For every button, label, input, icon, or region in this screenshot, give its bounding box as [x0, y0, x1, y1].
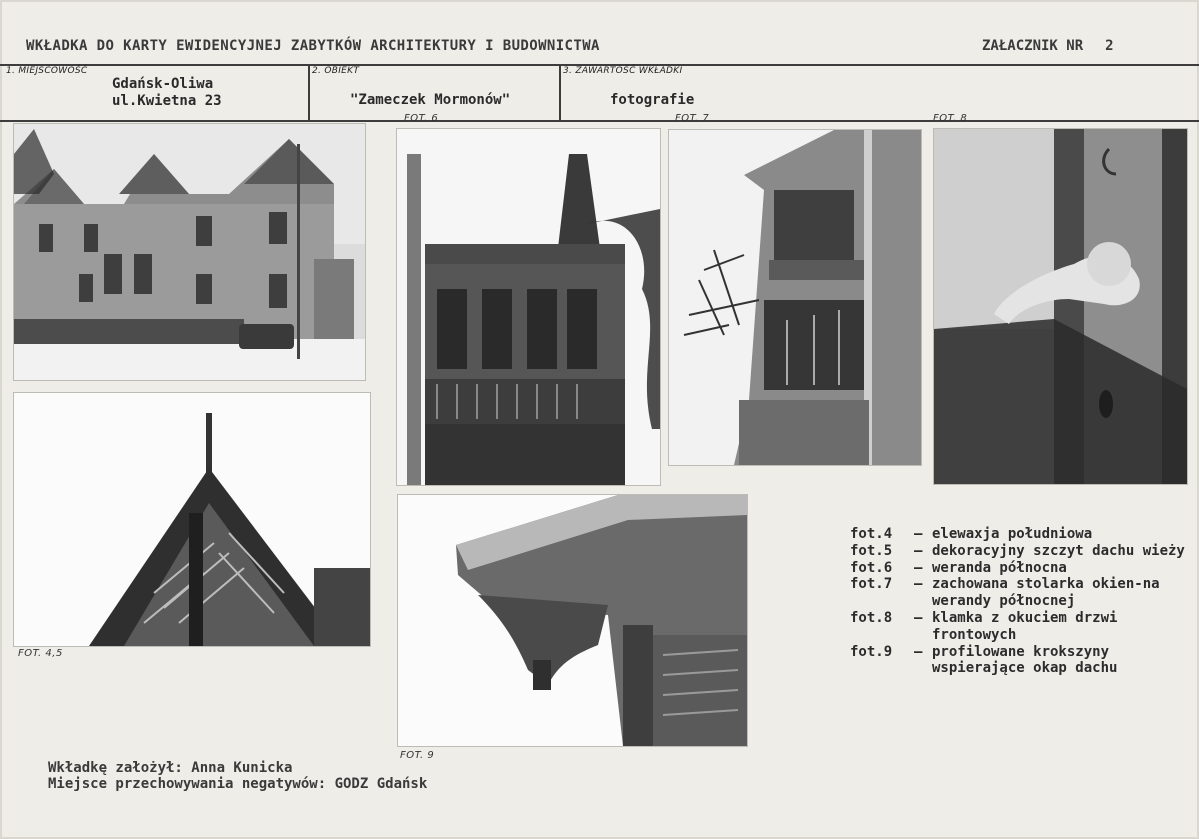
contents-value: fotografie: [610, 92, 695, 108]
field-divider-1: [308, 64, 310, 122]
caption-dash: –: [914, 559, 923, 576]
caption-text: klamka z okuciem drzwi frontowych: [932, 609, 1118, 643]
location-line2: ul.Kwietna 23: [112, 93, 222, 109]
caption-row: [850, 644, 1190, 678]
caption-row: [850, 543, 1190, 560]
photo-label-fot6: FOT. 6: [404, 113, 439, 124]
fields-rule: [0, 120, 1199, 122]
caption-dash: –: [914, 576, 923, 593]
annex-label: [982, 38, 1114, 54]
caption-dash: –: [914, 542, 923, 559]
object-value: "Zameczek Mormonów": [350, 92, 511, 108]
photo-fot8-door-handle: [933, 128, 1188, 485]
object-label: 2. OBIEKT: [312, 66, 360, 76]
footer-author: Wkładkę założył: Anna Kunicka: [48, 760, 293, 776]
caption-dash: –: [914, 643, 923, 660]
caption-key: fot.6: [850, 559, 893, 576]
caption-dash: –: [914, 526, 923, 542]
photo-label-fot9: FOT. 9: [400, 750, 435, 761]
photo-fot9-corbels: [397, 494, 748, 747]
sheet-title: WKŁADKA DO KARTY EWIDENCYJNEJ ZABYTKÓW ARCHITEKTURY I BUDOWNICTWA: [26, 38, 600, 54]
photo-captions: [850, 526, 1190, 677]
photo-label-fot8: FOT. 8: [933, 113, 968, 124]
caption-key: fot.9: [850, 643, 893, 660]
annex-number: 2: [1105, 38, 1114, 54]
contents-label: 3. ZAWARTOŚĆ WKŁADKI: [563, 66, 683, 76]
field-divider-2: [559, 64, 561, 122]
caption-dash: –: [914, 609, 923, 626]
caption-text: profilowane krokszyny wspierające okap dachu: [932, 643, 1118, 677]
caption-row: [850, 576, 1190, 610]
caption-row: [850, 560, 1190, 577]
caption-text: weranda północna: [932, 559, 1067, 576]
photo-fot6-veranda: [396, 128, 661, 486]
caption-row: [850, 610, 1190, 644]
photo-fot7-tower-windows: [668, 129, 922, 466]
caption-row: [850, 526, 1190, 543]
caption-key: fot.4: [850, 526, 893, 542]
footer-negatives: Miejsce przechowywania negatywów: GODZ Gdańsk: [48, 776, 428, 792]
caption-text: zachowana stolarka okien-na werandy północnej: [932, 576, 1160, 610]
photo-label-fot45: FOT. 4,5: [18, 648, 63, 659]
photo-fot5-gable: [13, 392, 371, 647]
location-label: 1. MIEJSCOWOŚĆ: [6, 66, 88, 76]
caption-text: elewaxja południowa: [932, 526, 1093, 542]
caption-key: fot.5: [850, 542, 893, 559]
caption-text: dekoracyjny szczyt dachu wieży: [932, 542, 1185, 559]
caption-key: fot.7: [850, 576, 893, 593]
caption-key: fot.8: [850, 609, 893, 626]
photo-fot4-facade: [13, 123, 366, 381]
annex-label-text: ZAŁACZNIK NR: [982, 38, 1084, 54]
location-line1: Gdańsk-Oliwa: [112, 76, 214, 92]
photo-label-fot7: FOT. 7: [675, 113, 710, 124]
